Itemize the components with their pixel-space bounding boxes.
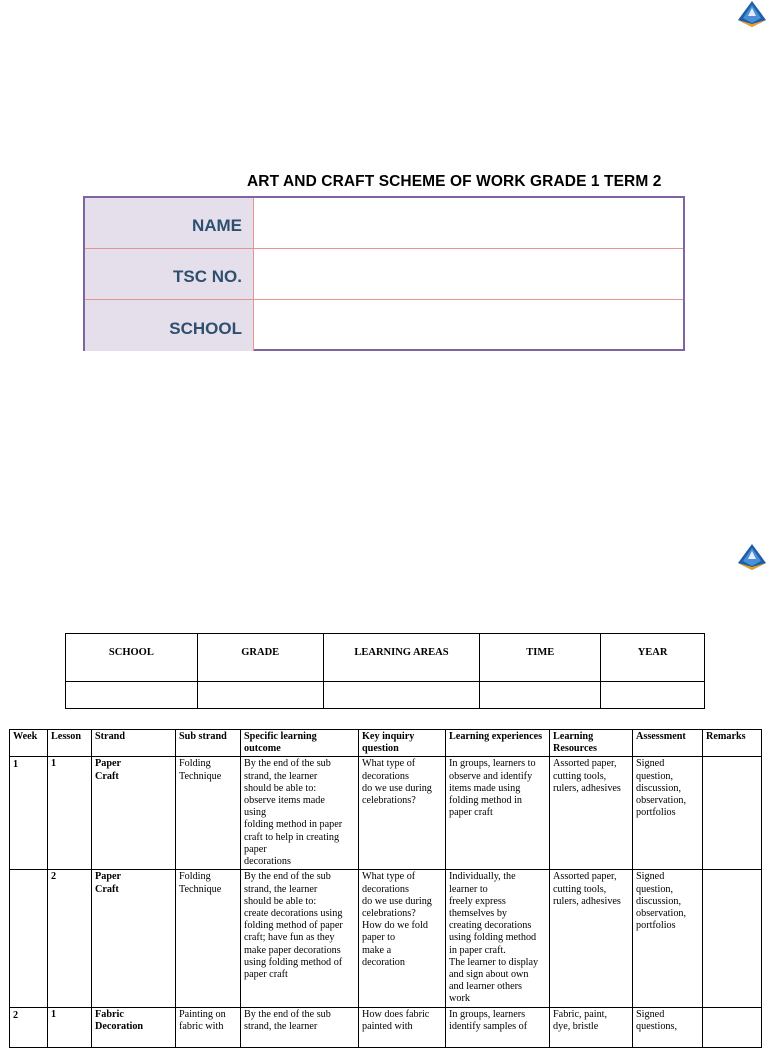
school-label: SCHOOL bbox=[85, 300, 254, 351]
outcome-cell: By the end of the sub strand, the learner bbox=[241, 1007, 359, 1047]
sub-strand-cell: Folding Technique bbox=[176, 870, 241, 1007]
column-header: Week bbox=[10, 730, 48, 757]
summary-cell bbox=[66, 682, 198, 709]
page-title: ART AND CRAFT SCHEME OF WORK GRADE 1 TERM 2 bbox=[247, 173, 662, 190]
resources-cell: Assorted paper, cutting tools, rulers, adhesives bbox=[550, 870, 633, 1007]
column-header: Strand bbox=[92, 730, 176, 757]
summary-header-year: YEAR bbox=[601, 634, 705, 682]
summary-cell bbox=[197, 682, 323, 709]
info-row-school bbox=[85, 300, 683, 351]
resources-cell: Fabric, paint, dye, bristle bbox=[550, 1007, 633, 1047]
resources-cell: Assorted paper, cutting tools, rulers, adhesives bbox=[550, 757, 633, 870]
sub-strand-cell: Painting on fabric with bbox=[176, 1007, 241, 1047]
outcome-cell: By the end of the sub strand, the learner should be able to: observe items made using folding method in paper craft to help in creating paper decorations bbox=[241, 757, 359, 870]
remarks-cell bbox=[703, 757, 762, 870]
question-cell: How does fabric painted with bbox=[359, 1007, 446, 1047]
column-header: Sub strand bbox=[176, 730, 241, 757]
remarks-cell bbox=[703, 870, 762, 1007]
lesson-cell: 2 bbox=[48, 870, 92, 1007]
assessment-cell: Signed questions, bbox=[633, 1007, 703, 1047]
table-row bbox=[10, 870, 762, 1007]
column-header: Assessment bbox=[633, 730, 703, 757]
column-header: Learning Resources bbox=[550, 730, 633, 757]
summary-header-learning-areas: LEARNING AREAS bbox=[323, 634, 480, 682]
column-header: Remarks bbox=[703, 730, 762, 757]
strand-cell: Paper Craft bbox=[92, 870, 176, 1007]
name-label: NAME bbox=[85, 198, 254, 248]
strand-cell: Paper Craft bbox=[92, 757, 176, 870]
summary-cell bbox=[480, 682, 601, 709]
summary-header-grade: GRADE bbox=[197, 634, 323, 682]
summary-header-school: SCHOOL bbox=[66, 634, 198, 682]
teacher-info-box bbox=[83, 196, 685, 351]
strand-cell: Fabric Decoration bbox=[92, 1007, 176, 1047]
summary-cell bbox=[601, 682, 705, 709]
column-header: Lesson bbox=[48, 730, 92, 757]
question-cell: What type of decorations do we use during celebrations? bbox=[359, 757, 446, 870]
table-row bbox=[10, 1007, 762, 1047]
sub-strand-cell: Folding Technique bbox=[176, 757, 241, 870]
week-cell bbox=[10, 870, 48, 1007]
week-cell: 2 bbox=[10, 1007, 48, 1047]
column-header: Learning experiences bbox=[446, 730, 550, 757]
experiences-cell: In groups, learners identify samples of bbox=[446, 1007, 550, 1047]
info-row-tsc bbox=[85, 249, 683, 300]
outcome-cell: By the end of the sub strand, the learner should be able to: create decorations using folding method of paper craft; have fun as they make paper decorations using folding method of paper craft bbox=[241, 870, 359, 1007]
table-header-row bbox=[10, 730, 762, 757]
summary-table bbox=[65, 633, 705, 709]
lesson-cell: 1 bbox=[48, 1007, 92, 1047]
lesson-cell: 1 bbox=[48, 757, 92, 870]
summary-cell bbox=[323, 682, 480, 709]
logo-icon bbox=[736, 543, 768, 571]
week-cell: 1 bbox=[10, 757, 48, 870]
column-header: Key inquiry question bbox=[359, 730, 446, 757]
logo-icon bbox=[736, 0, 768, 28]
experiences-cell: In groups, learners to observe and identify items made using folding method in paper craft bbox=[446, 757, 550, 870]
scheme-table bbox=[9, 729, 762, 1048]
remarks-cell bbox=[703, 1007, 762, 1047]
question-cell: What type of decorations do we use during celebrations? How do we fold paper to make a decoration bbox=[359, 870, 446, 1007]
column-header: Specific learning outcome bbox=[241, 730, 359, 757]
summary-header-time: TIME bbox=[480, 634, 601, 682]
assessment-cell: Signed question, discussion, observation, portfolios bbox=[633, 870, 703, 1007]
experiences-cell: Individually, the learner to freely express themselves by creating decorations using folding method in paper craft. The learner to display and sign about own and learner others work bbox=[446, 870, 550, 1007]
tsc-label: TSC NO. bbox=[85, 249, 254, 299]
assessment-cell: Signed question, discussion, observation, portfolios bbox=[633, 757, 703, 870]
info-row-name bbox=[85, 198, 683, 249]
table-row bbox=[10, 757, 762, 870]
